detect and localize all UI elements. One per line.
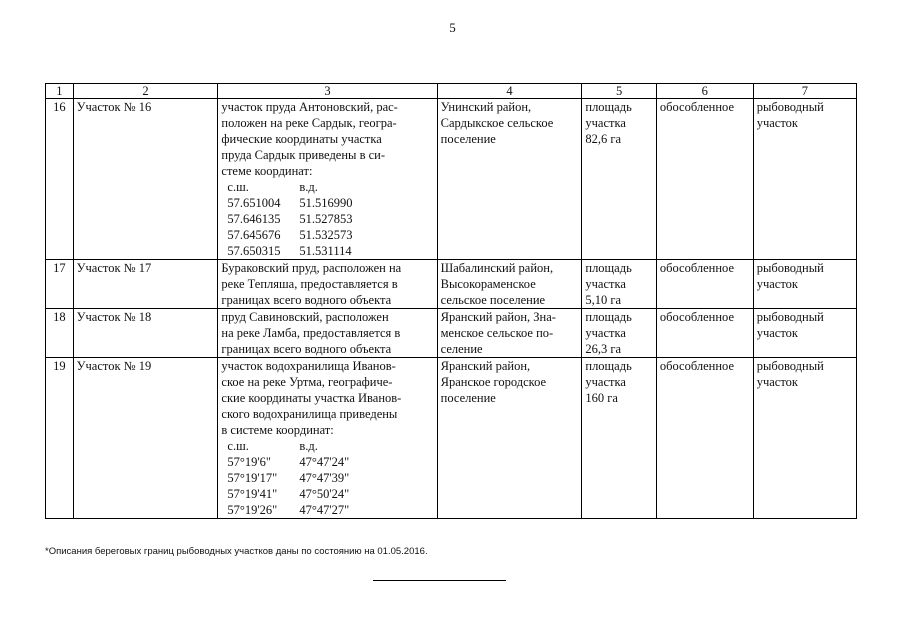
plot-location (437, 309, 582, 358)
row-number: 16 (46, 99, 74, 260)
table-row (46, 358, 857, 519)
location-line: Яранский район, (440, 359, 531, 373)
plot-type: обособленное (656, 309, 753, 358)
plot-name: Участок № 19 (73, 358, 218, 519)
area-line: участка (585, 326, 626, 340)
description-line: границах всего водного объекта (221, 342, 392, 356)
area-line: площадь (585, 100, 632, 114)
location-line: Высокораменское (440, 277, 536, 291)
description-line: ского водохранилища приведены (221, 407, 398, 421)
purpose-line: участок (756, 375, 798, 389)
footer-rule (373, 580, 506, 581)
longitude-label: в.д. (299, 180, 318, 194)
location-line: поселение (440, 391, 496, 405)
area-line: участка (585, 375, 626, 389)
longitude-value: 47°47'27" (299, 503, 350, 517)
plot-description (218, 99, 437, 260)
latitude-value: 57°19'41" (227, 487, 278, 501)
column-header: 5 (582, 84, 657, 99)
coordinates-header (227, 438, 433, 454)
plot-type: обособленное (656, 99, 753, 260)
column-header: 2 (73, 84, 218, 99)
description-line: фические координаты участка (221, 132, 382, 146)
location-line: поселение (440, 132, 496, 146)
coordinate-row (227, 454, 433, 470)
latitude-label: с.ш. (227, 180, 249, 194)
area-line: 82,6 га (585, 132, 622, 146)
plot-type: обособленное (656, 358, 753, 519)
plot-area (582, 358, 657, 519)
plot-purpose (753, 260, 856, 309)
plot-area (582, 99, 657, 260)
plot-purpose (753, 358, 856, 519)
longitude-value: 51.531114 (299, 244, 352, 258)
longitude-value: 51.516990 (299, 196, 353, 210)
row-number: 17 (46, 260, 74, 309)
longitude-value: 47°47'39" (299, 471, 350, 485)
coordinates-block (227, 179, 433, 259)
plot-description (218, 309, 437, 358)
description-line: реке Тепляша, предоставляется в (221, 277, 398, 291)
column-header: 1 (46, 84, 74, 99)
description-line: ское на реке Уртма, географиче- (221, 375, 393, 389)
plot-description (218, 358, 437, 519)
purpose-line: участок (756, 326, 798, 340)
description-line: на реке Ламба, предоставляется в (221, 326, 401, 340)
table-row (46, 99, 857, 260)
table-row (46, 309, 857, 358)
page-number: 5 (449, 20, 456, 35)
location-line: Унинский район, (440, 100, 532, 114)
coordinate-row (227, 211, 433, 227)
area-line: площадь (585, 359, 632, 373)
plot-name: Участок № 17 (73, 260, 218, 309)
purpose-line: рыбоводный (756, 100, 824, 114)
row-number: 18 (46, 309, 74, 358)
latitude-value: 57°19'6" (227, 455, 272, 469)
plot-location (437, 358, 582, 519)
coordinate-row (227, 195, 433, 211)
plot-name: Участок № 18 (73, 309, 218, 358)
column-header: 6 (656, 84, 753, 99)
location-line: менское сельское по- (440, 326, 554, 340)
location-line: сельское поселение (440, 293, 546, 307)
column-header: 3 (218, 84, 437, 99)
description-line: участок водохранилища Иванов- (221, 359, 396, 373)
description-line: границах всего водного объекта (221, 293, 392, 307)
latitude-value: 57°19'17" (227, 471, 278, 485)
area-line: площадь (585, 261, 632, 275)
plot-purpose (753, 99, 856, 260)
column-header: 4 (437, 84, 582, 99)
area-line: площадь (585, 310, 632, 324)
plot-name: Участок № 16 (73, 99, 218, 260)
area-line: 5,10 га (585, 293, 622, 307)
coordinates-block (227, 438, 433, 518)
longitude-value: 51.532573 (299, 228, 353, 242)
coordinate-row (227, 470, 433, 486)
area-line: участка (585, 277, 626, 291)
header-row (46, 84, 857, 99)
description-line: пруда Сардык приведены в си- (221, 148, 385, 162)
latitude-value: 57.650315 (227, 244, 281, 258)
longitude-label: в.д. (299, 439, 318, 453)
description-line: положен на реке Сардык, геогра- (221, 116, 397, 130)
longitude-value: 47°50'24" (299, 487, 350, 501)
latitude-value: 57.646135 (227, 212, 281, 226)
area-line: 160 га (585, 391, 618, 405)
coordinate-row (227, 243, 433, 259)
row-number: 19 (46, 358, 74, 519)
latitude-value: 57°19'26" (227, 503, 278, 517)
plot-description (218, 260, 437, 309)
latitude-value: 57.651004 (227, 196, 281, 210)
description-line: Бураковский пруд, расположен на (221, 261, 402, 275)
plot-type: обособленное (656, 260, 753, 309)
description-line: участок пруда Антоновский, рас- (221, 100, 398, 114)
table-row (46, 260, 857, 309)
location-line: Яранский район, Зна- (440, 310, 556, 324)
location-line: Сардыкское сельское (440, 116, 554, 130)
coordinate-row (227, 486, 433, 502)
plot-area (582, 309, 657, 358)
longitude-value: 51.527853 (299, 212, 353, 226)
fishery-plots-table (45, 83, 857, 519)
description-line: ские координаты участка Иванов- (221, 391, 402, 405)
location-line: селение (440, 342, 483, 356)
location-line: Шабалинский район, (440, 261, 554, 275)
latitude-value: 57.645676 (227, 228, 281, 242)
plot-area (582, 260, 657, 309)
latitude-label: с.ш. (227, 439, 249, 453)
description-line: стеме координат: (221, 164, 313, 178)
purpose-line: рыбоводный (756, 359, 824, 373)
plot-location (437, 99, 582, 260)
purpose-line: рыбоводный (756, 310, 824, 324)
column-header: 7 (753, 84, 856, 99)
purpose-line: участок (756, 116, 798, 130)
area-line: участка (585, 116, 626, 130)
area-line: 26,3 га (585, 342, 622, 356)
purpose-line: участок (756, 277, 798, 291)
coordinate-row (227, 227, 433, 243)
description-line: в системе координат: (221, 423, 334, 437)
location-line: Яранское городское (440, 375, 547, 389)
coordinate-row (227, 502, 433, 518)
plot-purpose (753, 309, 856, 358)
purpose-line: рыбоводный (756, 261, 824, 275)
plot-location (437, 260, 582, 309)
footnote: *Описания береговых границ рыбоводных участков даны по состоянию на 01.05.2016. (45, 546, 428, 557)
description-line: пруд Савиновский, расположен (221, 310, 389, 324)
longitude-value: 47°47'24" (299, 455, 350, 469)
coordinates-header (227, 179, 433, 195)
